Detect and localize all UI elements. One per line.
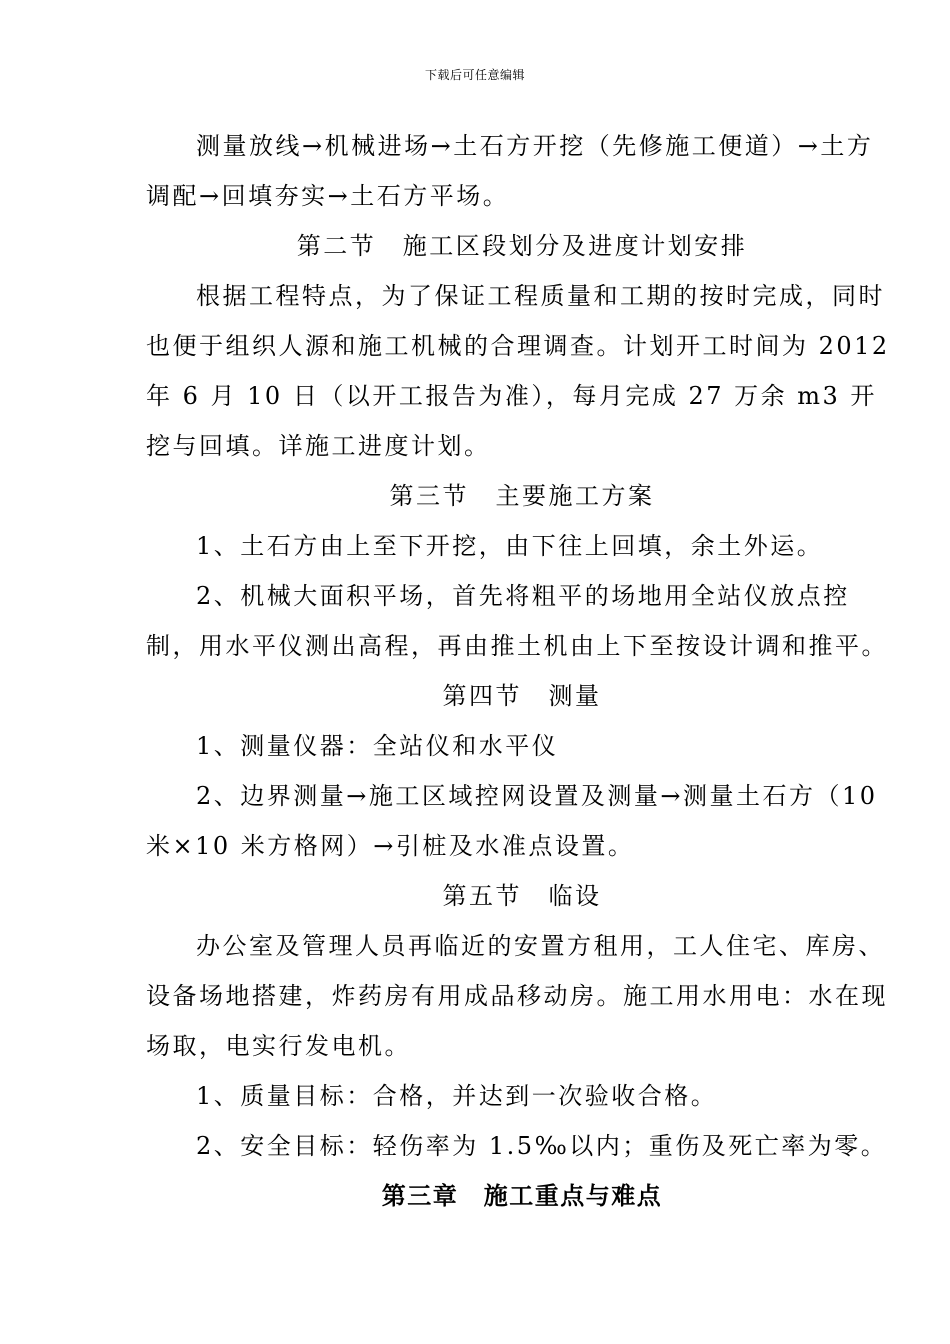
list-item-instruments: 1、测量仪器：全站仪和水平仪 [196,732,559,760]
list-item-survey-flow: 2、边界测量→施工区域控网设置及测量→测量土石方（10 米×10 米方格网）→引桩及水准点设置。 [146,782,878,860]
list-item-excavation: 1、土石方由上至下开挖，由下往上回填，余土外运。 [196,532,824,560]
document-body [146,121,898,1221]
section-3-heading: 第三节 主要施工方案 [389,482,655,510]
section-5-heading: 第五节 临设 [442,882,602,910]
section-4-heading: 第四节 测量 [442,682,602,710]
header-note: 下载后可任意编辑 [424,68,525,82]
list-item-quality-target: 1、质量目标：合格，并达到一次验收合格。 [196,1082,718,1110]
paragraph-schedule: 根据工程特点，为了保证工程质量和工期的按时完成，同时也便于组织人源和施工机械的合理调查。计划开工时间为 2012 年 6 月 10 日（以开工报告为准），每月完成 27 万余 m3 开挖与回填。详施工进度计划。 [146,282,890,460]
paragraph-workflow: 测量放线→机械进场→土石方开挖（先修施工便道）→土方调配→回填夯实→土石方平场。 [146,132,874,210]
chapter-3-heading: 第三章 施工重点与难点 [381,1182,663,1210]
list-item-leveling: 2、机械大面积平场，首先将粗平的场地用全站仪放点控制，用水平仪测出高程，再由推土机由上下至按设计调和推平。 [146,582,888,660]
section-2-heading: 第二节 施工区段划分及进度计划安排 [296,232,748,260]
paragraph-temporary-facilities: 办公室及管理人员再临近的安置方租用，工人住宅、库房、设备场地搭建，炸药房有用成品移动房。施工用水用电：水在现场取，电实行发电机。 [146,932,888,1060]
list-item-safety-target: 2、安全目标：轻伤率为 1.5‰以内；重伤及死亡率为零。 [196,1132,888,1160]
